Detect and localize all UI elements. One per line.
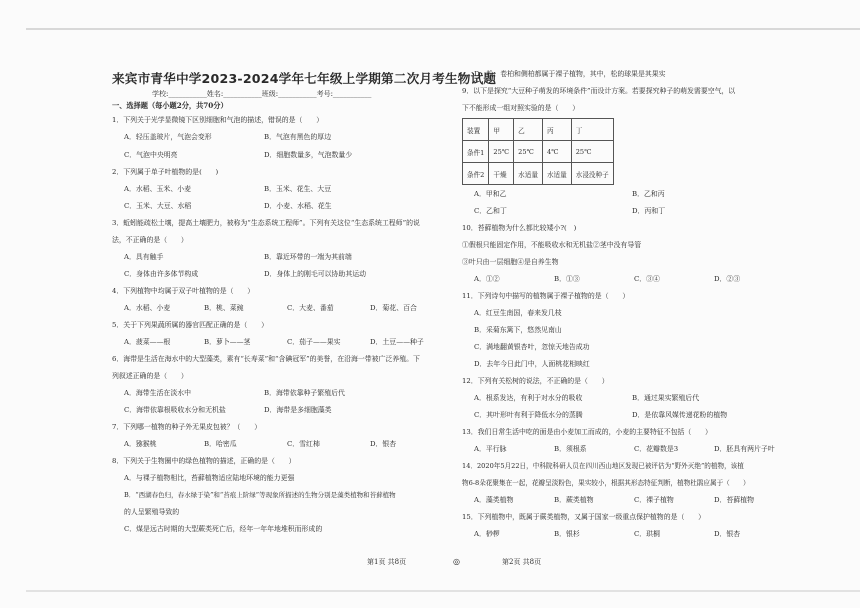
option: B．①③ (554, 275, 580, 283)
question-3: 3．蚯蚓能疏松土壤，提高土壤肥力，被称为“生态系统工程师”。下列有关这位“生态系统工程师”的说 (112, 219, 420, 227)
option: D．身体上的刚毛可以协助其运动 (264, 270, 366, 278)
table-row (463, 141, 614, 163)
question-13: 13．我们日常生活中吃的面是由小麦加工而成的，小麦的主要特征不包括（ ） (462, 428, 712, 436)
option: B．玉米、花生、大豆 (264, 185, 332, 193)
question-6-cont: 列叙述正确的是（ ） (112, 372, 188, 380)
page-number-right: 第2页 共8页 (502, 558, 542, 566)
student-info-line: 学校:___________姓名:___________班级:___________考号:___________ (152, 90, 372, 98)
exam-title: 来宾市青华中学2023-2024学年七年级上学期第二次月考生物试题 (112, 71, 497, 86)
option: C．珙桐 (634, 530, 660, 538)
table-cell: 条件1 (463, 141, 489, 163)
option: C．玉米、大豆、水稻 (124, 202, 192, 210)
question-11: 11．下列诗句中描写的植物属于裸子植物的是（ ） (462, 292, 630, 300)
question-10-stmt: ①假根只能固定作用，不能吸收水和无机盐②茎中没有导管 (462, 241, 642, 249)
option: D．苔藓植物 (714, 496, 754, 504)
question-14-cont: 物6-8朵花聚集在一起，花瓣呈淡粉色，果实较小，根据其形态特征判断，植物杜鹃应属于（ ） (462, 479, 750, 487)
option: B．须根系 (554, 445, 587, 453)
option: B．银杉 (554, 530, 580, 538)
table-cell: 水适量 (514, 163, 543, 185)
page-number-left: 第1页 共8页 (367, 558, 407, 566)
table-header-row (463, 119, 614, 141)
option: A．平行脉 (474, 445, 507, 453)
option: A．菠菜——根 (124, 338, 171, 346)
option: A．桫椤 (474, 530, 500, 538)
option: B．蕨类植物 (554, 496, 594, 504)
table-cell: 条件2 (463, 163, 489, 185)
table-cell: 4℃ (542, 141, 571, 163)
option: D．胚具有两片子叶 (714, 445, 775, 453)
table-cell: 水浸没种子 (571, 163, 613, 185)
question-2: 2．下列属于单子叶植物的是( ) (112, 168, 219, 176)
table-cell: 装置 (463, 119, 489, 141)
option: A．与裸子植物相比，苔藓植物适应陆地环境的能力更强 (124, 474, 295, 482)
table-cell: 25℃ (514, 141, 543, 163)
option: B．靠近环带的一端为其前端 (264, 253, 352, 261)
option: A．海带生活在淡水中 (124, 389, 191, 397)
option: C．乙和丁 (474, 207, 507, 215)
option: A．猕猴桃 (124, 440, 157, 448)
option: A．红豆生南国，春来发几枝 (474, 309, 562, 317)
table-cell: 干燥 (489, 163, 514, 185)
option: C．其叶形叶有利于降低水分的蒸腾 (474, 411, 583, 419)
question-5: 5．关于下列果蔬所属的器官匹配正确的是（ ） (112, 321, 268, 329)
option: C．气泡中央明亮 (124, 151, 178, 159)
option: D．②③ (714, 275, 741, 283)
option: A．轻压盖玻片，气泡会变形 (124, 133, 212, 141)
option: B．萝卜——茎 (204, 338, 251, 346)
option: C．裸子植物 (634, 496, 674, 504)
question-4: 4．下列植物中均属于双子叶植物的是（ ） (112, 287, 255, 295)
question-1: 1．下列关于光学显微镜下区别细胞和气泡的描述，错误的是（ ） (112, 116, 324, 124)
option: C．身体由许多体节构成 (124, 270, 199, 278)
option: B．采菊东篱下，悠然见南山 (474, 326, 562, 334)
option: C．煤是远古时期的大型蕨类死亡后，经年一年年地堆积而形成的 (124, 525, 323, 533)
option: A．甲和乙 (474, 190, 507, 198)
right-column (462, 0, 812, 608)
option: A．水稻、玉米、小麦 (124, 185, 191, 193)
question-9: 9．以下是探究“大豆种子萌发的环境条件”而设计方案。若要探究种子的萌发需要空气，以 (462, 87, 736, 95)
option: B．海带依靠种子繁殖后代 (264, 389, 345, 397)
option-cont: 的人呈繁殖导致的 (124, 508, 180, 516)
option: D．银杏 (370, 440, 397, 448)
option: C．花瓣数是3 (634, 445, 679, 453)
table-cell: 25℃ (571, 141, 613, 163)
option: B．桃、菜豌 (204, 304, 244, 312)
fold-mark-icon: ◎ (453, 557, 460, 566)
option: A．①② (474, 275, 500, 283)
option: D．丙和丁 (632, 207, 666, 215)
option: B．气泡有黑色的厚边 (264, 133, 332, 141)
option: D．松、卷柏和侧柏都属于裸子植物，其中，松的球果是其果实 (474, 70, 666, 78)
table-row (463, 163, 614, 185)
question-7: 7．下列哪一植物的种子外无果皮包被？（ ） (112, 423, 262, 431)
option: C．海带依靠根吸收水分和无机盐 (124, 406, 226, 414)
option: B．哈密瓜 (204, 440, 237, 448)
option: D．小麦、水稻、花生 (264, 202, 332, 210)
option: D．去年今日此门中，人面桃花相映红 (474, 360, 590, 368)
table-cell: 甲 (489, 119, 514, 141)
question-3-cont: 法，不正确的是（ ） (112, 236, 188, 244)
option: A．具有触手 (124, 253, 164, 261)
table-cell: 乙 (514, 119, 543, 141)
option: D．海带是多细胞藻类 (264, 406, 332, 414)
option: C．大麦、番茄 (287, 304, 334, 312)
option: C．满地翻黄银杏叶，忽惊天地告成功 (474, 343, 590, 351)
table-cell: 丙 (542, 119, 571, 141)
option: C．③④ (634, 275, 660, 283)
question-6: 6．海带是生活在海水中的大型藻类，素有“长寿菜”和“含碘冠军”的美誉，在沿海一带被广泛养殖。下 (112, 355, 420, 363)
option: D．细胞数量多，气泡数量少 (264, 151, 353, 159)
question-10: 10．苔藓植物为什么都比较矮小?( ) (462, 224, 577, 232)
option: B．通过果实繁殖后代 (632, 394, 700, 402)
option: A．根系发达，有利于对水分的吸收 (474, 394, 583, 402)
option: A．水稻、小麦 (124, 304, 171, 312)
option: C．茄子——果实 (287, 338, 341, 346)
section-heading: 一、选择题（每小题2分，共70分） (112, 101, 228, 110)
option: B．乙和丙 (632, 190, 665, 198)
table-cell: 丁 (571, 119, 613, 141)
question-8: 8．下列关于生物圈中的绿色植物的描述，正确的是（ ） (112, 457, 296, 465)
option: D．是依靠风媒传递花粉的植物 (632, 411, 728, 419)
option: A．藻类植物 (474, 496, 514, 504)
option: D．银杏 (714, 530, 741, 538)
question-9-cont: 下不能形成一组对照实验的是（ ） (462, 104, 580, 112)
option: D．土豆——种子 (370, 338, 424, 346)
experiment-table (462, 118, 614, 185)
option: C．雪红柿 (287, 440, 320, 448)
question-12: 12．下列有关松树的说法，不正确的是（ ） (462, 377, 609, 385)
table-cell: 25℃ (489, 141, 514, 163)
table-cell: 水适量 (542, 163, 571, 185)
option: B．“西湖春色归，春水绿于染”和“苔痕上阶绿”等现象所描述的生物分别是藻类植物和苔藓植物 (124, 491, 396, 499)
question-10-stmt: ③叶只由一层细胞④是自养生物 (462, 258, 559, 266)
question-14: 14．2020年5月22日，中科院科研人员在四川西山地区发现已被评估为“野外灭绝”的植物，该植 (462, 462, 744, 470)
option: D．菊花、百合 (370, 304, 417, 312)
question-15: 15．下列植物中，既属于蕨类植物，又属于国家一级重点保护植物的是（ ） (462, 513, 706, 521)
